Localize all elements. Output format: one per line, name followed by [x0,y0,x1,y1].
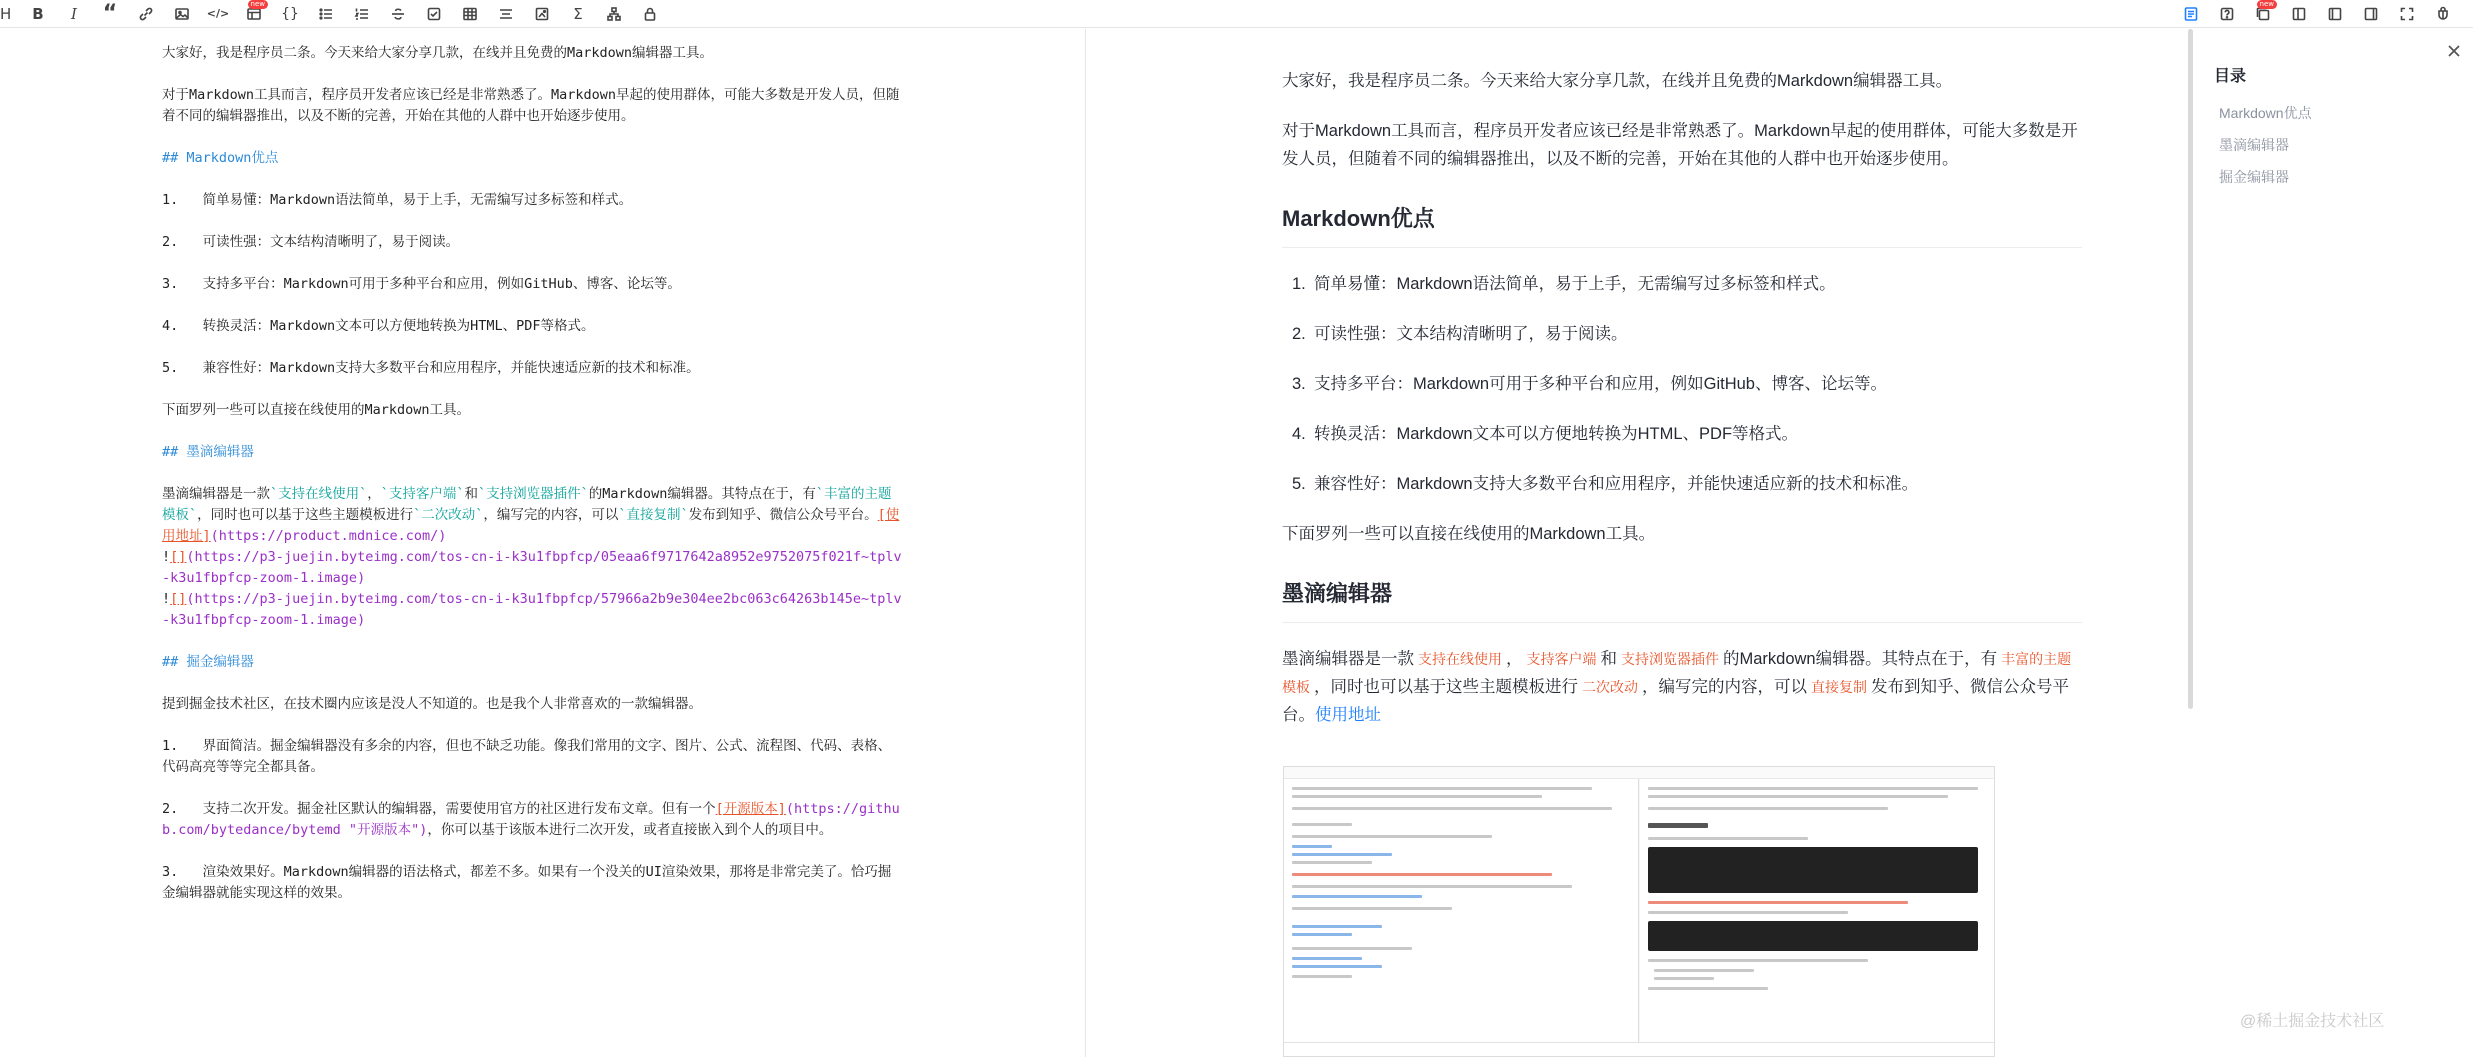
editor-list-item: 3. 支持多平台：Markdown可用于多种平台和应用，例如GitHub、博客、论坛等。 [162,276,681,292]
text-run: ， [1506,650,1523,668]
text-run: 和 [1600,650,1617,668]
preview-toggle-button[interactable] [2173,1,2209,27]
inline-code: `支持浏览器插件` [478,486,589,502]
table-new-button[interactable] [236,1,272,27]
editor-heading: ## Markdown优点 [162,150,279,166]
image-right-panel [1640,779,1995,1044]
preview-list-item [1282,270,2082,298]
preview-content [1282,67,2082,751]
preview-heading: Markdown优点 [1282,203,2082,248]
preview-paragraph-mdnice [1282,645,2082,729]
preview-list-item [1282,470,2082,498]
formula-button[interactable] [560,1,596,27]
image-url: (https://p3-juejin.byteimg.com/tos-cn-i-k3u1fbpfcp/05eaa6f9717642a8952e9752075f021f~tplv-k3u1fbpfcp-zoom-1.image) [162,549,902,586]
fullscreen-icon [2399,6,2415,22]
markdown-link-url: (https://github.com/bytedance/bytemd "开源版本") [162,801,900,838]
inline-code: `二次改动` [413,507,484,523]
list-number: 1. [1292,275,1306,293]
text-run: 发布到知乎、微信公众号平台。 [1282,678,2069,724]
text-run: ，同时也可以基于这些主题模板进行 [1314,678,1578,696]
heading-icon: H [0,4,12,23]
sigma-icon: Σ [573,4,583,23]
image-button[interactable] [164,1,200,27]
image-upload-icon [534,6,550,22]
list-text: 简单易懂：Markdown语法简单，易于上手，无需编写过多标签和样式。 [1314,275,1836,293]
strikethrough-button[interactable] [380,1,416,27]
editor-list-item: 1. 界面简洁。掘金编辑器没有多余的内容，但也不缺乏功能。像我们常用的文字、图片、公式、流程图、代码、表格、代码高亮等等完全都具备。 [162,738,892,775]
preview-scrollbar[interactable] [2188,29,2193,709]
editor-image-line [162,547,902,589]
list-text: 支持多平台：Markdown可用于多种平台和应用，例如GitHub、博客、论坛等。 [1314,375,1887,393]
close-toc-button[interactable] [2446,43,2466,63]
editor-heading: ## 掘金编辑器 [162,654,254,670]
image-url: (https://p3-juejin.byteimg.com/tos-cn-i-k3u1fbpfcp/57966a2b9e304ee2bc063c64263b145e~tplv-k3u1fbpfcp-zoom-1.image) [162,591,902,628]
image-topbar [1284,767,1994,779]
editor-line: 对于Markdown工具而言，程序员开发者应该已经是非常熟悉了。Markdown早起的使用群体，可能大多数是开发人员，但随着不同的编辑器推出，以及不断的完善，开始在其他的人群中也开始逐步使用。 [162,87,900,124]
bold-button[interactable] [20,1,56,27]
layout-right-icon [2363,6,2379,22]
new-badge-right: new [2257,0,2277,9]
text-run: ! [162,549,171,565]
italic-icon: I [71,4,77,23]
editor-list-item: 2. 可读性强：文本结构清晰明了，易于阅读。 [162,234,460,250]
image-left-panel [1284,779,1639,1044]
toc-title: 目录 [2214,68,2247,85]
braces-icon: {} [281,5,299,22]
table-icon [462,6,478,22]
image-alt-button[interactable] [524,1,560,27]
code-icon: </> [206,7,230,20]
text-run: ， [367,486,381,502]
inline-code: `丰富的主题模板` [162,486,892,523]
editor-heading: ## 墨滴编辑器 [162,444,254,460]
list-text: 转换灵活：Markdown文本可以方便地转换为HTML、PDF等格式。 [1314,425,1799,443]
image-alt-text[interactable]: [] [170,549,187,565]
list-number: 5. [1292,475,1306,493]
preview-link[interactable]: 使用地址 [1315,706,1381,724]
code-button[interactable] [200,1,236,27]
feedback-button[interactable] [2425,1,2461,27]
diagram-button[interactable] [596,1,632,27]
text-run: 墨滴编辑器是一款 [162,486,270,502]
inline-code: 直接复制 [1811,679,1867,695]
preview-paragraph: 下面罗列一些可以直接在线使用的Markdown工具。 [1282,525,1656,543]
text-run: 和 [464,486,479,502]
preview-paragraph: 大家好，我是程序员二条。今天来给大家分享几款，在线并且免费的Markdown编辑器工具。 [1282,72,1953,90]
help-icon [2219,6,2235,22]
image-icon [174,6,190,22]
text-run: 2. 支持二次开发。掘金社区默认的编辑器，需要使用官方的社区进行发布文章。但有一个 [162,801,716,817]
markdown-link-text[interactable]: [开源版本] [715,801,786,817]
preview-icon [2183,6,2199,22]
editor-list-item: 5. 兼容性好：Markdown支持大多数平台和应用程序，并能快速适应新的技术和标准。 [162,360,700,376]
image-footer [1284,1042,1995,1056]
text-run: 发布到知乎、微信公众号平台。 [688,507,878,523]
inline-code: `支持在线使用` [270,486,368,502]
italic-button[interactable] [56,1,92,27]
list-text: 可读性强：文本结构清晰明了，易于阅读。 [1314,325,1628,343]
watermark: @稀土掘金技术社区 [2240,1013,2385,1030]
close-icon [2446,43,2462,59]
inline-code: 支持在线使用 [1418,651,1502,667]
preview-paragraph: 对于Markdown工具而言，程序员开发者应该已经是非常熟悉了。Markdown早起的使用群体，可能大多数是开发人员，但随着不同的编辑器推出，以及不断的完善，开始在其他的人群中也开始逐步使用。 [1282,122,2078,168]
editor-list-item: 3. 渲染效果好。Markdown编辑器的语法格式，都差不多。如果有一个没关的UI渲染效果，那将是非常完美了。恰巧掘金编辑器就能实现这样的效果。 [162,864,892,901]
new-badge: new [248,0,268,9]
text-run: ，你可以基于该版本进行二次开发，或者直接嵌入到个人的项目中。 [427,822,833,838]
editor-line: 提到掘金技术社区，在技术圈内应该是没人不知道的。也是我个人非常喜欢的一款编辑器。 [162,696,702,712]
toc-item-markdown-advantages[interactable]: Markdown优点 [2219,105,2312,121]
preview-list-item [1282,320,2082,348]
ordered-list-button[interactable] [344,1,380,27]
align-button[interactable] [488,1,524,27]
editor-list-item: 4. 转换灵活：Markdown文本可以方便地转换为HTML、PDF等格式。 [162,318,595,334]
list-number: 3. [1292,375,1306,393]
editor-paragraph-mdnice [162,484,902,547]
strikethrough-icon [390,6,406,22]
image-alt-text[interactable]: [] [170,591,187,607]
editor-image-line [162,589,902,631]
preview-list-item [1282,370,2082,398]
inline-code: 支持浏览器插件 [1621,651,1719,667]
diagram-icon [606,6,622,22]
link-icon [138,6,154,22]
braces-button[interactable] [272,1,308,27]
preview-ordered-list [1282,270,2082,498]
new-feature-button[interactable] [2245,1,2281,27]
inline-code: 丰富的主题模板 [1282,651,2072,695]
bug-icon [2435,6,2451,22]
layout-left-button[interactable] [2281,1,2317,27]
markdown-link-url: (https://product.mdnice.com/) [210,528,447,544]
lock-button[interactable] [632,1,668,27]
list-text: 兼容性好：Markdown支持大多数平台和应用程序，并能快速适应新的技术和标准。 [1314,475,1919,493]
help-button[interactable] [2209,1,2245,27]
editor-line: 下面罗列一些可以直接在线使用的Markdown工具。 [162,402,471,418]
bullet-list-icon [318,6,334,22]
layout-left-icon [2291,6,2307,22]
preview-list-item [1282,420,2082,448]
toc-item-juejin[interactable]: 掘金编辑器 [2219,169,2289,185]
bold-icon: B [32,4,44,23]
inline-code: `支持客户端` [380,486,465,502]
table-of-contents [2194,29,2473,1057]
lock-icon [642,6,658,22]
text-run: 的Markdown编辑器。其特点在于，有 [588,486,816,502]
heading-button[interactable] [0,1,20,27]
link-button[interactable] [128,1,164,27]
markdown-link-text[interactable]: [使用地址] [162,507,900,544]
task-list-icon [426,6,442,22]
quote-button[interactable] [92,1,128,27]
editor-list-item: 1. 简单易懂：Markdown语法简单，易于上手，无需编写过多标签和样式。 [162,192,633,208]
layout-right-button[interactable] [2353,1,2389,27]
text-run: ，编写完的内容，可以 [1642,678,1807,696]
list-number: 2. [1292,325,1306,343]
embedded-screenshot-image [1283,766,1995,1057]
text-run: 墨滴编辑器是一款 [1282,650,1414,668]
markdown-editor[interactable] [0,29,1086,1057]
editor-line: 大家好，我是程序员二条。今天来给大家分享几款，在线并且免费的Markdown编辑器工具。 [162,45,714,61]
ordered-list-icon [354,6,370,22]
quote-icon: “ [102,0,118,26]
text-run: ，同时也可以基于这些主题模板进行 [197,507,414,523]
inline-code: `直接复制` [618,507,689,523]
text-run: ，编写完的内容，可以 [483,507,619,523]
text-run: ! [162,591,171,607]
text-run: 的Markdown编辑器。其特点在于，有 [1723,650,1998,668]
editor-toolbar [0,0,2473,28]
preview-heading: 墨滴编辑器 [1282,578,2082,623]
fullscreen-button[interactable] [2389,1,2425,27]
editor-list-item [162,799,902,841]
inline-code: 二次改动 [1582,679,1638,695]
layout-split-icon [2327,6,2343,22]
task-list-button[interactable] [416,1,452,27]
bullet-list-button[interactable] [308,1,344,27]
toc-item-mdnice[interactable]: 墨滴编辑器 [2219,137,2289,153]
list-number: 4. [1292,425,1306,443]
inline-code: 支持客户端 [1526,651,1597,667]
editor-content[interactable] [162,43,902,925]
layout-split-button[interactable] [2317,1,2353,27]
align-icon [498,6,514,22]
table-button[interactable] [452,1,488,27]
